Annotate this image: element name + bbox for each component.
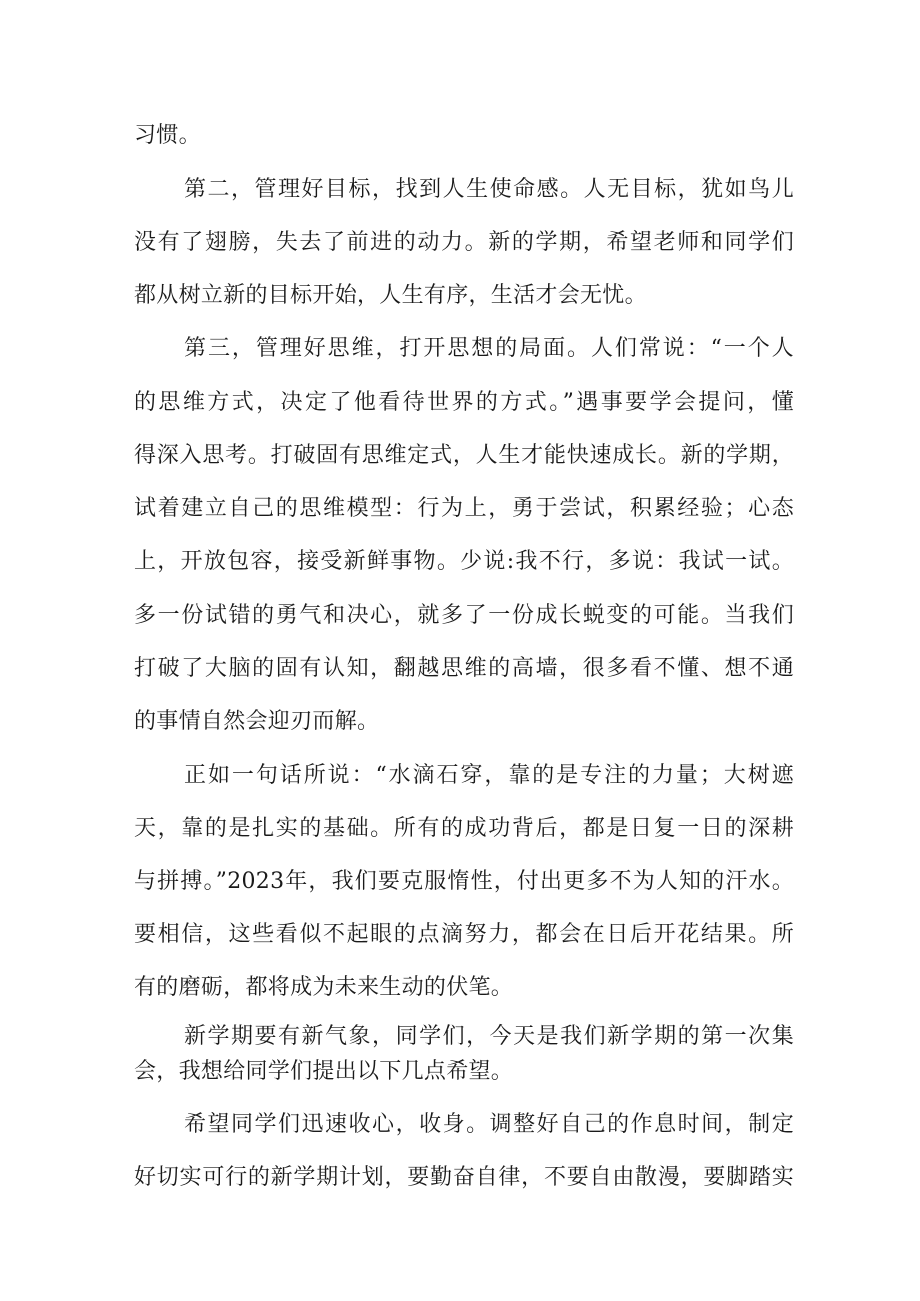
text-line: 都从树立新的目标开始，人生有序，生活才会无忧。 xyxy=(134,283,647,308)
text-line: 得深入思考。打破固有思维定式，人生才能快速成长。新的学期， xyxy=(134,443,794,468)
text-line: 打破了大脑的固有认知，翻越思维的高墙，很多看不懂、想不通 xyxy=(134,656,794,681)
text-line: 多一份试错的勇气和决心，就多了一份成长蜕变的可能。当我们 xyxy=(134,603,794,628)
text-line: 习惯。 xyxy=(134,123,201,148)
text-line: 没有了翅膀，失去了前进的动力。新的学期，希望老师和同学们 xyxy=(134,230,794,255)
text-line: 新学期要有新气象，同学们，今天是我们新学期的第一次集 xyxy=(184,1024,794,1049)
text-line: 与拼搏。”2023年，我们要克服惰性，付出更多不为人知的汗水。 xyxy=(134,869,794,894)
text-line: 第二，管理好目标，找到人生使命感。人无目标，犹如鸟儿 xyxy=(184,177,794,202)
text-line: 好切实可行的新学期计划，要勤奋自律，不要自由散漫，要脚踏实 xyxy=(134,1165,794,1190)
text-line: 希望同学们迅速收心，收身。调整好自己的作息时间，制定 xyxy=(184,1112,794,1137)
text-line: 有的磨砺，都将成为未来生动的伏笔。 xyxy=(134,975,514,1000)
text-line: 要相信，这些看似不起眼的点滴努力，都会在日后开花结果。所 xyxy=(134,922,794,947)
text-line: 试着建立自己的思维模型：行为上，勇于尝试，积累经验；心态 xyxy=(134,496,794,521)
text-line: 会，我想给同学们提出以下几点希望。 xyxy=(134,1059,514,1084)
text-line: 上，开放包容，接受新鲜事物。少说:我不行，多说：我试一试。 xyxy=(134,549,794,574)
text-line: 天，靠的是扎实的基础。所有的成功背后，都是日复一日的深耕 xyxy=(134,816,794,841)
text-line: 正如一句话所说：“水滴石穿，靠的是专注的力量；大树遮 xyxy=(184,763,794,788)
text-line: 的事情自然会迎刃而解。 xyxy=(134,709,380,734)
text-line: 第三，管理好思维，打开思想的局面。人们常说：“一个人 xyxy=(184,336,794,361)
text-line: 的思维方式，决定了他看待世界的方式。”遇事要学会提问，懂 xyxy=(134,390,794,415)
